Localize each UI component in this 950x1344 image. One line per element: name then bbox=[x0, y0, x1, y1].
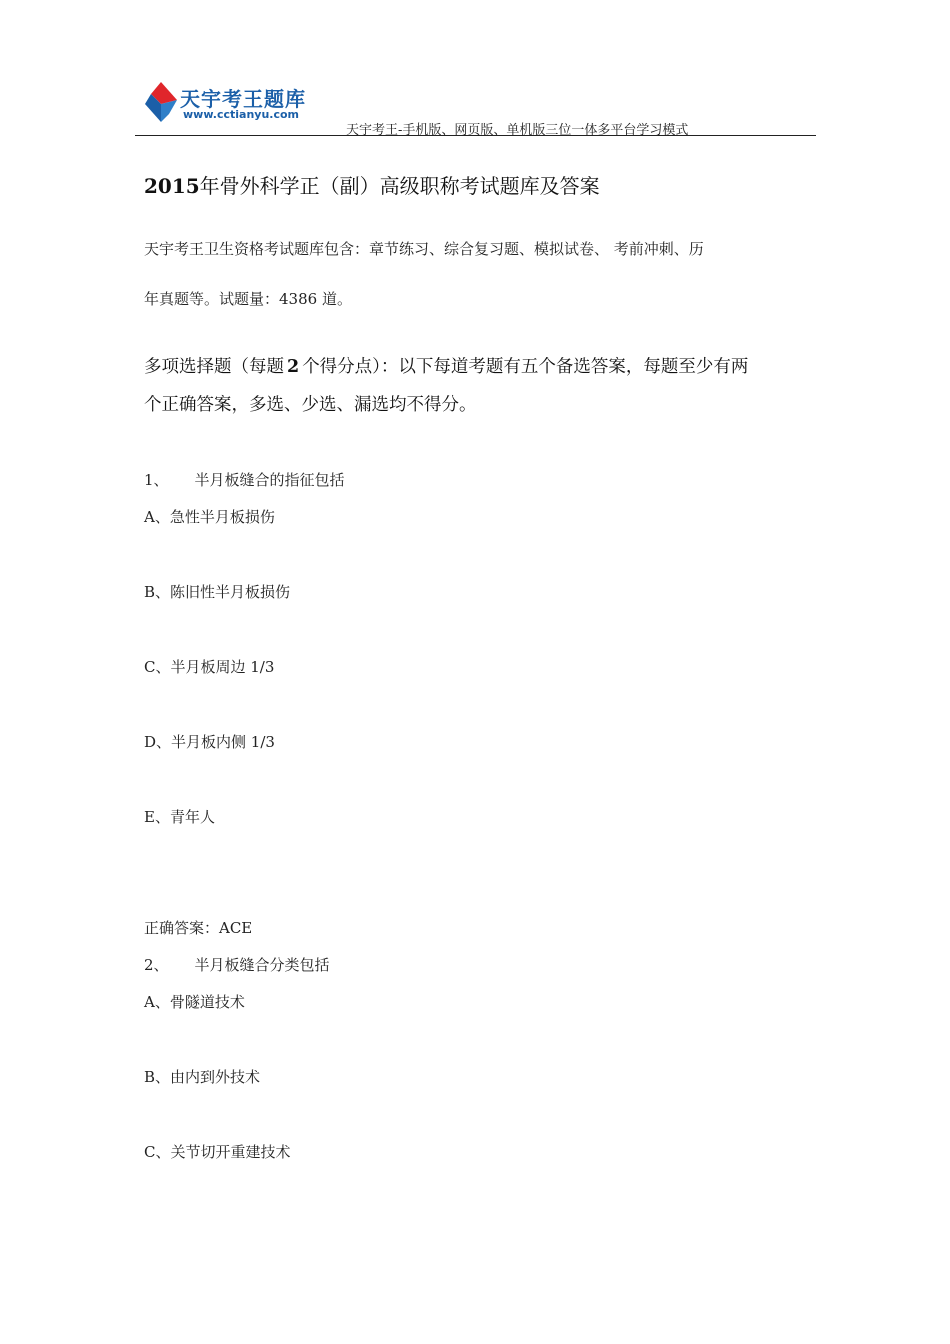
q1-option-e: E、青年人 bbox=[144, 808, 215, 826]
q1-answer: 正确答案：ACE bbox=[144, 919, 253, 937]
logo-name: 天宇考王题库 bbox=[180, 87, 306, 111]
page-title bbox=[144, 170, 600, 199]
logo-url: www.cctianyu.com bbox=[183, 108, 300, 121]
q1-option-a: A、急性半月板损伤 bbox=[144, 508, 275, 526]
logo-diamond-icon bbox=[143, 80, 179, 124]
question-stem: 半月板缝合分类包括 bbox=[194, 956, 330, 974]
question-1 bbox=[144, 469, 345, 490]
instruction-part-c: 个得分点）：以下每道考题有五个备选答案，每题至少有两 bbox=[302, 357, 749, 377]
q2-option-a: A、骨隧道技术 bbox=[144, 993, 245, 1011]
instruction-part-a: 多项选择题（每题 bbox=[144, 357, 284, 377]
question-number: 1、 bbox=[144, 471, 169, 489]
q1-option-b: B、陈旧性半月板损伤 bbox=[144, 583, 291, 601]
header-tagline: 天宇考王-手机版、网页版、单机版三位一体多平台学习模式 bbox=[346, 123, 689, 138]
site-logo bbox=[143, 80, 313, 126]
q1-option-d: D、半月板内侧 1/3 bbox=[144, 733, 275, 751]
instruction-line-1 bbox=[144, 353, 748, 378]
question-stem: 半月板缝合的指征包括 bbox=[194, 471, 345, 489]
header-divider bbox=[135, 135, 816, 136]
q1-option-c: C、半月板周边 1/3 bbox=[144, 658, 275, 676]
question-number: 2、 bbox=[144, 956, 169, 974]
q2-option-c: C、关节切开重建技术 bbox=[144, 1143, 291, 1161]
title-text: 年骨外科学正（副）高级职称考试题库及答案 bbox=[199, 174, 600, 198]
intro-line-1: 天宇考王卫生资格考试题库包含：章节练习、综合复习题、模拟试卷、 考前冲刺、历 bbox=[144, 240, 704, 258]
intro-line-2: 年真题等。试题量：4386 道。 bbox=[144, 290, 352, 308]
q2-option-b: B、由内到外技术 bbox=[144, 1068, 261, 1086]
question-2 bbox=[144, 954, 330, 975]
instruction-points: 2 bbox=[287, 357, 300, 377]
title-year: 2015 bbox=[144, 174, 200, 198]
instruction-line-2: 个正确答案，多选、少选、漏选均不得分。 bbox=[144, 395, 477, 415]
